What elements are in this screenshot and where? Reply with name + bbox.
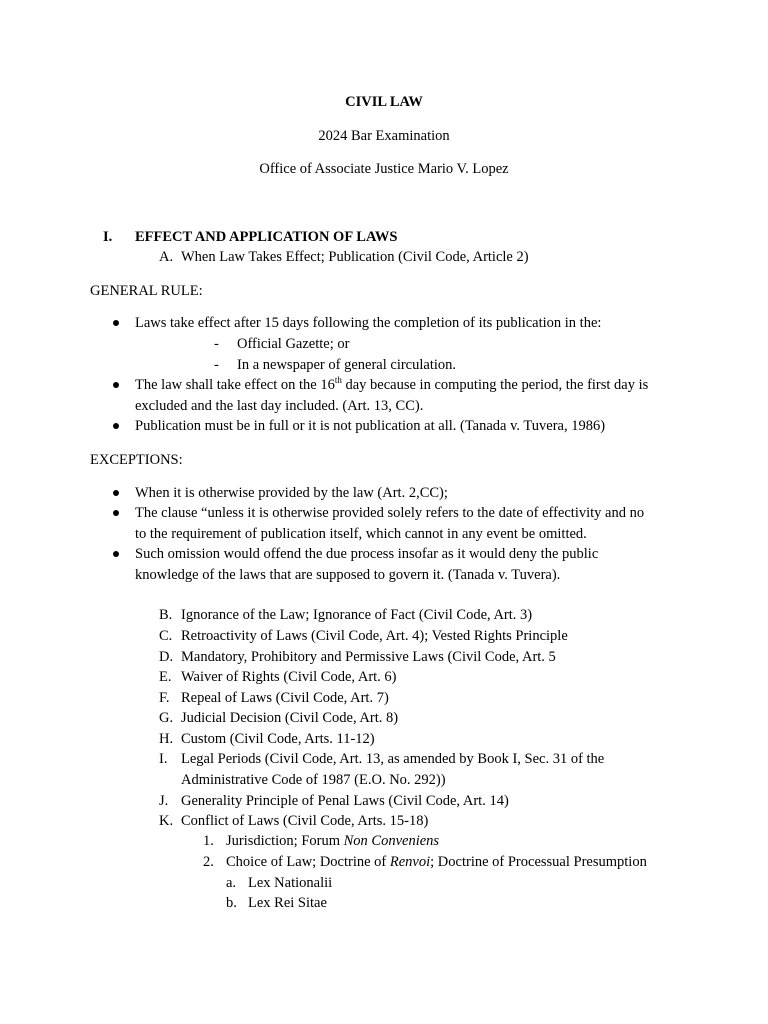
outline-label-f: F. bbox=[159, 690, 170, 706]
bullet-icon bbox=[113, 423, 119, 429]
general-rule-label: GENERAL RULE: bbox=[90, 283, 203, 299]
outline-item-kb: Lex Rei Sitae bbox=[248, 895, 327, 911]
bullet-icon bbox=[113, 510, 119, 516]
outline-item-k2: Choice of Law; Doctrine of Renvoi; Doctrine of Processual Presumption bbox=[226, 854, 647, 870]
exception-bullet-1: When it is otherwise provided by the law (Art. 2,CC); bbox=[135, 485, 448, 501]
outline-item-e: Waiver of Rights (Civil Code, Art. 6) bbox=[181, 669, 397, 685]
outline-label-g: G. bbox=[159, 710, 174, 726]
general-rule-bullet-2-cont: excluded and the last day included. (Art. 13, CC). bbox=[135, 398, 424, 414]
outline-item-f: Repeal of Laws (Civil Code, Art. 7) bbox=[181, 690, 389, 706]
outline-item-k1: Jurisdiction; Forum Non Conveniens bbox=[226, 833, 440, 849]
general-rule-bullet-1: Laws take effect after 15 days following the completion of its publication in the: bbox=[135, 315, 602, 331]
outline-label-k1: 1. bbox=[203, 833, 214, 849]
outline-item-j: Generality Principle of Penal Laws (Civil Code, Art. 14) bbox=[181, 793, 509, 809]
outline-item-i-cont: Administrative Code of 1987 (E.O. No. 292)) bbox=[181, 772, 446, 788]
section-heading: EFFECT AND APPLICATION OF LAWS bbox=[135, 229, 398, 245]
dash-marker: - bbox=[214, 357, 219, 373]
outline-item-g: Judicial Decision (Civil Code, Art. 8) bbox=[181, 710, 399, 726]
general-rule-bullet-3: Publication must be in full or it is not publication at all. (Tanada v. Tuvera, 1986) bbox=[135, 418, 606, 434]
dash-item-1: Official Gazette; or bbox=[237, 336, 350, 352]
outline-label-ka: a. bbox=[226, 875, 237, 891]
outline-item-b: Ignorance of the Law; Ignorance of Fact (Civil Code, Art. 3) bbox=[181, 607, 533, 623]
bullet-icon bbox=[113, 382, 119, 388]
outline-label-h: H. bbox=[159, 731, 174, 747]
outline-item-i: Legal Periods (Civil Code, Art. 13, as amended by Book I, Sec. 31 of the bbox=[181, 751, 605, 767]
outline-item-ka: Lex Nationalii bbox=[248, 875, 333, 891]
exception-bullet-3: Such omission would offend the due process insofar as it would deny the public bbox=[135, 546, 599, 562]
outline-label-k: K. bbox=[159, 813, 174, 829]
outline-label-d: D. bbox=[159, 649, 174, 665]
outline-item-h: Custom (Civil Code, Arts. 11-12) bbox=[181, 731, 375, 747]
bullet-icon bbox=[113, 551, 119, 557]
outline-label-kb: b. bbox=[226, 895, 237, 911]
outline-item-d: Mandatory, Prohibitory and Permissive Laws (Civil Code, Art. 5 bbox=[181, 649, 556, 665]
general-rule-bullet-2: The law shall take effect on the 16th day because in computing the period, the first day is bbox=[135, 375, 649, 393]
outline-label-j: J. bbox=[159, 793, 169, 809]
exception-bullet-2: The clause “unless it is otherwise provided solely refers to the date of effectivity and no bbox=[135, 505, 645, 521]
office-line: Office of Associate Justice Mario V. Lopez bbox=[259, 161, 509, 177]
outline-label-c: C. bbox=[159, 628, 173, 644]
outline-item-k: Conflict of Laws (Civil Code, Arts. 15-18) bbox=[181, 813, 429, 829]
exception-bullet-2-cont: to the requirement of publication itself, which cannot in any event be omitted. bbox=[135, 526, 587, 542]
outline-label-e: E. bbox=[159, 669, 172, 685]
exception-bullet-3-cont: knowledge of the laws that are supposed to govern it. (Tanada v. Tuvera). bbox=[135, 567, 561, 583]
outline-label-k2: 2. bbox=[203, 854, 214, 870]
exceptions-label: EXCEPTIONS: bbox=[90, 452, 183, 468]
page-subtitle: 2024 Bar Examination bbox=[318, 128, 450, 144]
outline-label-a: A. bbox=[159, 249, 174, 265]
outline-label-i: I. bbox=[159, 751, 168, 767]
outline-item-a: When Law Takes Effect; Publication (Civil Code, Article 2) bbox=[181, 249, 529, 265]
section-numeral: I. bbox=[103, 229, 113, 245]
bullet-icon bbox=[113, 490, 119, 496]
bullet-icon bbox=[113, 320, 119, 326]
page-title: CIVIL LAW bbox=[345, 94, 423, 110]
outline-label-b: B. bbox=[159, 607, 173, 623]
outline-item-c: Retroactivity of Laws (Civil Code, Art. 4); Vested Rights Principle bbox=[181, 628, 568, 644]
dash-item-2: In a newspaper of general circulation. bbox=[237, 357, 457, 373]
dash-marker: - bbox=[214, 336, 219, 352]
